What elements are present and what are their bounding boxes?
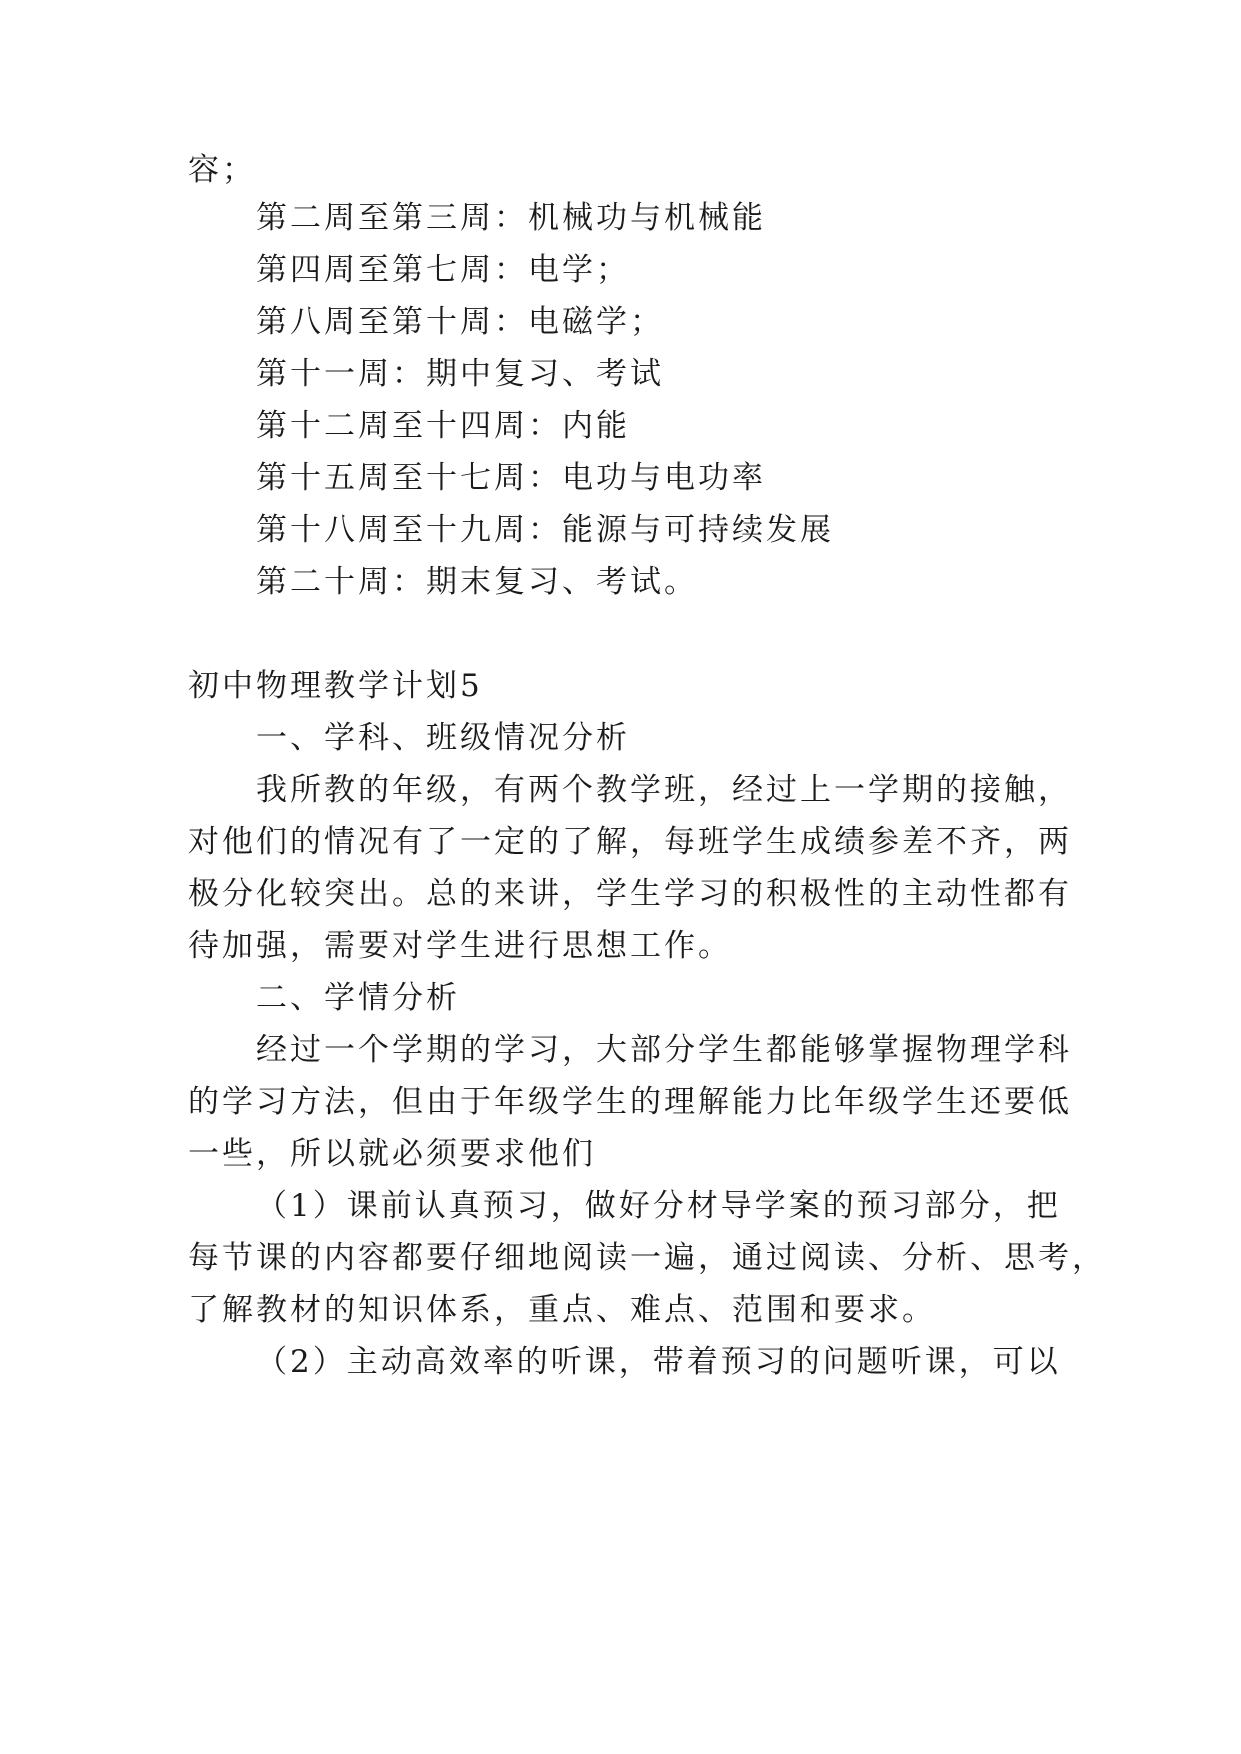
list-item-line: 每节课的内容都要仔细地阅读一遍，通过阅读、分析、思考， [188,1240,1106,1276]
list-item-line: （2）主动高效率的听课，带着预习的问题听课，可以 [256,1344,1061,1380]
section-title: 初中物理教学计划5 [188,668,483,704]
schedule-line: 第二周至第三周：机械功与机械能 [256,200,766,236]
schedule-line: 第四周至第七周：电学； [256,252,630,288]
heading-learning-analysis: 二、学情分析 [256,980,460,1016]
schedule-line: 第八周至第十周：电磁学； [256,304,664,340]
heading-subject-analysis: 一、学科、班级情况分析 [256,720,630,756]
list-item-line: （1）课前认真预习，做好分材导学案的预习部分，把 [256,1188,1061,1224]
paragraph-line: 我所教的年级，有两个教学班，经过上一学期的接触， [256,772,1072,808]
continuation-text: 容； [188,152,256,188]
paragraph-line: 极分化较突出。总的来讲，学生学习的积极性的主动性都有 [188,876,1072,912]
paragraph-line: 待加强，需要对学生进行思想工作。 [188,928,732,964]
list-item-line: 了解教材的知识体系，重点、难点、范围和要求。 [188,1292,936,1328]
paragraph-line: 一些，所以就必须要求他们 [188,1136,596,1172]
schedule-line: 第十一周：期中复习、考试 [256,356,664,392]
schedule-line: 第十二周至十四周：内能 [256,408,630,444]
paragraph-line: 的学习方法，但由于年级学生的理解能力比年级学生还要低 [188,1084,1072,1120]
schedule-line: 第十八周至十九周：能源与可持续发展 [256,512,834,548]
schedule-line: 第十五周至十七周：电功与电功率 [256,460,766,496]
schedule-line: 第二十周：期末复习、考试。 [256,564,698,600]
paragraph-line: 对他们的情况有了一定的了解，每班学生成绩参差不齐，两 [188,824,1072,860]
paragraph-line: 经过一个学期的学习，大部分学生都能够掌握物理学科 [256,1032,1072,1068]
